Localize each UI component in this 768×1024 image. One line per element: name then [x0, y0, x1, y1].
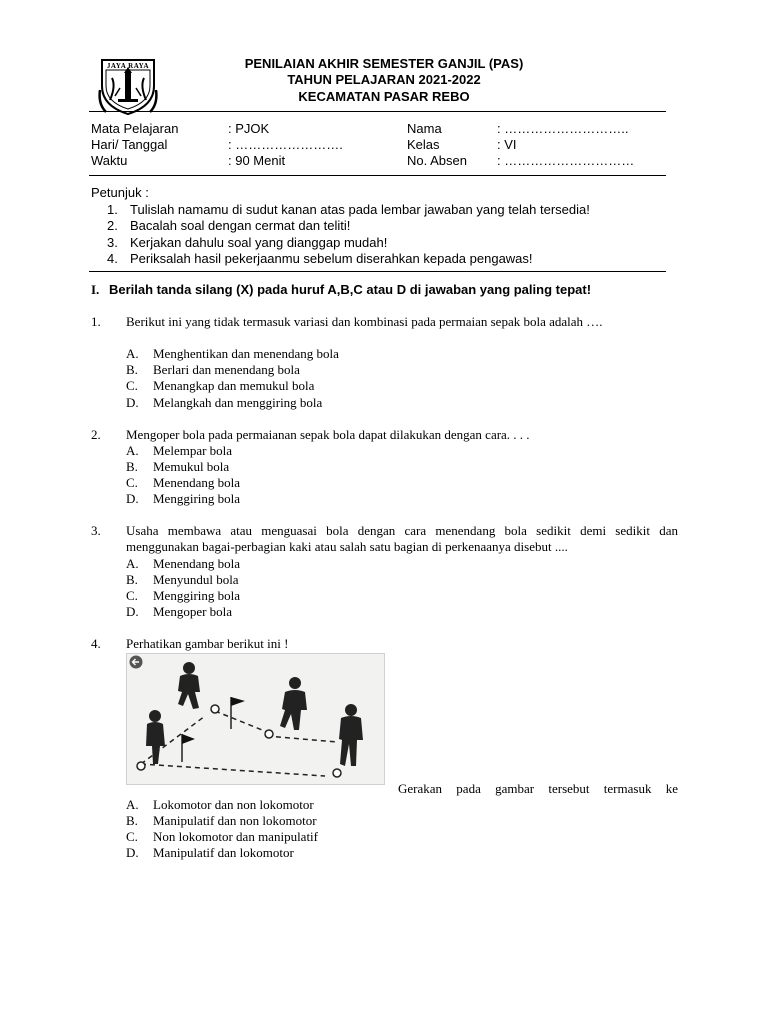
option-letter: D.: [126, 395, 139, 410]
petunjuk-title: Petunjuk :: [91, 185, 149, 200]
header-title-line2: TAHUN PELAJARAN 2021-2022: [287, 72, 481, 87]
logo-text: JAYA RAYA: [106, 62, 150, 70]
field-label-kelas: Kelas: [407, 137, 440, 152]
option-letter: B.: [126, 362, 138, 377]
answer-option: [126, 588, 240, 604]
flag-icon: [182, 734, 195, 762]
option-letter: C.: [126, 829, 138, 844]
option-text: Melangkah dan menggiring bola: [153, 395, 323, 410]
answer-option: [126, 572, 239, 588]
option-text: Manipulatif dan lokomotor: [153, 845, 294, 860]
field-value-mata-pelajaran: : PJOK: [228, 121, 270, 136]
answer-option: [126, 362, 300, 378]
section-title: Berilah tanda silang (X) pada huruf A,B,C atau D di jawaban yang paling tepat!: [109, 282, 592, 297]
answer-option: [126, 829, 318, 845]
question-number: 4.: [91, 636, 101, 651]
header-title-line3: KECAMATAN PASAR REBO: [298, 89, 470, 104]
field-label-no-absen: No. Absen: [407, 153, 467, 168]
option-letter: B.: [126, 459, 138, 474]
answer-option: [126, 443, 232, 459]
field-label-nama: Nama: [407, 121, 442, 136]
answer-option: [126, 604, 232, 620]
answer-option: [126, 475, 240, 491]
answer-option: [126, 346, 339, 362]
question-number: 3.: [91, 523, 101, 538]
back-arrow-icon: [130, 656, 143, 669]
question-text: Usaha membawa atau menguasai bola dengan cara menendang bola sedikit demi sedikit dan menggunakan bagai-perbagian kaki atau salah satu bagian di perkenaanya disebut ....: [126, 523, 678, 555]
image-caption: Gerakan pada gambar tersebut termasuk ke: [398, 781, 678, 796]
answer-option: [126, 459, 229, 475]
option-text: Menendang bola: [153, 556, 241, 571]
option-letter: B.: [126, 572, 138, 587]
option-text: Menggiring bola: [153, 588, 241, 603]
option-letter: A.: [126, 346, 139, 361]
answer-option: [126, 845, 294, 861]
option-text: Menggiring bola: [153, 491, 241, 506]
option-letter: C.: [126, 588, 138, 603]
option-text: Memukul bola: [153, 459, 230, 474]
field-value-nama: : ………………………..: [497, 121, 629, 136]
petunjuk-list: [107, 202, 590, 267]
section-heading: [91, 282, 591, 298]
option-text: Non lokomotor dan manipulatif: [153, 829, 319, 844]
field-value-hari-tanggal: : …………………….: [228, 137, 343, 152]
option-letter: D.: [126, 604, 139, 619]
field-value-waktu: : 90 Menit: [228, 153, 286, 168]
answer-option: [126, 491, 240, 507]
petunjuk-item: 4. Periksalah hasil pekerjaanmu sebelum diserahkan kepada pengawas!: [107, 250, 533, 266]
petunjuk-item-text: Kerjakan dahulu soal yang dianggap mudah!: [130, 234, 388, 250]
option-letter: C.: [126, 378, 138, 393]
question-text: Mengoper bola pada permaianan sepak bola dapat dilakukan dengan cara. . . .: [126, 427, 530, 442]
info-divider: [89, 175, 666, 176]
option-text: Manipulatif dan non lokomotor: [153, 813, 317, 828]
player-figure: [137, 710, 165, 770]
petunjuk-divider: [89, 271, 666, 272]
question-text: Perhatikan gambar berikut ini !: [126, 636, 289, 651]
answer-option: [126, 797, 314, 813]
field-value-kelas: : VI: [497, 137, 517, 152]
option-letter: D.: [126, 845, 139, 860]
option-text: Melempar bola: [153, 443, 233, 458]
flag-icon: [231, 697, 245, 729]
option-text: Menghentikan dan menendang bola: [153, 346, 339, 361]
question-number: 1.: [91, 314, 101, 329]
field-value-no-absen: : …………………………: [497, 153, 635, 168]
player-figure: [333, 704, 363, 777]
option-letter: B.: [126, 813, 138, 828]
option-letter: D.: [126, 491, 139, 506]
answer-option: [126, 395, 322, 411]
option-text: Mengoper bola: [153, 604, 233, 619]
answer-option: [126, 556, 240, 572]
option-text: Lokomotor dan non lokomotor: [153, 797, 314, 812]
header-title-line1: PENILAIAN AKHIR SEMESTER GANJIL (PAS): [244, 56, 524, 71]
answer-option: [126, 378, 314, 394]
header-divider: [89, 111, 666, 112]
petunjuk-item-text: Bacalah soal dengan cermat dan teliti!: [130, 218, 351, 234]
petunjuk-item: 3. Kerjakan dahulu soal yang dianggap mudah!: [107, 234, 388, 250]
option-letter: A.: [126, 556, 139, 571]
question-number: 2.: [91, 427, 101, 442]
option-text: Menendang bola: [153, 475, 241, 490]
option-letter: A.: [126, 797, 139, 812]
question-text: Berikut ini yang tidak termasuk variasi dan kombinasi pada permaian sepak bola adalah ….: [126, 314, 603, 329]
option-letter: C.: [126, 475, 138, 490]
movement-path: [141, 711, 337, 776]
option-letter: A.: [126, 443, 139, 458]
petunjuk-item: 2. Bacalah soal dengan cermat dan teliti!: [107, 218, 351, 234]
option-text: Menyundul bola: [153, 572, 239, 587]
player-figure: [265, 677, 307, 738]
soccer-dribbling-figure: [127, 654, 384, 784]
field-label-mata-pelajaran: Mata Pelajaran: [91, 121, 179, 136]
option-text: Menangkap dan memukul bola: [153, 378, 315, 393]
field-label-hari-tanggal: Hari/ Tanggal: [91, 137, 168, 152]
petunjuk-item-text: Periksalah hasil pekerjaanmu sebelum diserahkan kepada pengawas!: [130, 250, 533, 266]
field-label-waktu: Waktu: [91, 153, 128, 168]
petunjuk-item: 1. Tulislah namamu di sudut kanan atas pada lembar jawaban yang telah tersedia!: [107, 202, 590, 217]
answer-option: [126, 813, 317, 829]
option-text: Berlari dan menendang bola: [153, 362, 300, 377]
player-figure: [178, 662, 219, 713]
petunjuk-item-text: Tulislah namamu di sudut kanan atas pada lembar jawaban yang telah tersedia!: [130, 202, 590, 217]
section-number: I.: [91, 282, 100, 297]
dribbling-illustration: [126, 653, 385, 785]
